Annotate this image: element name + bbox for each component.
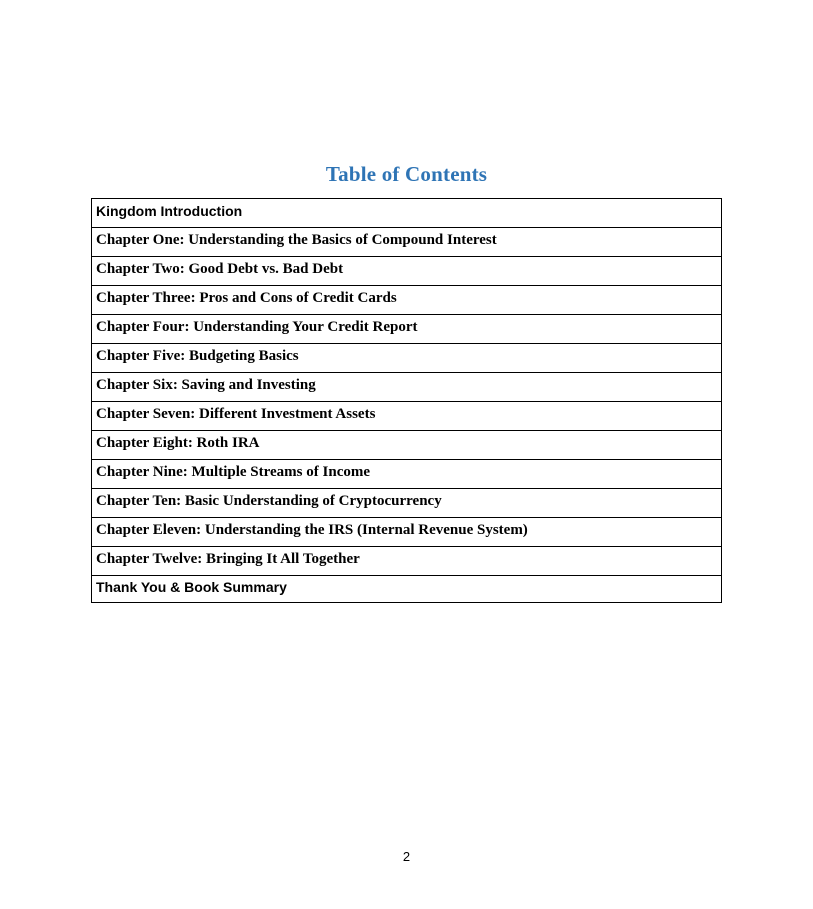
page-title: Table of Contents (325, 162, 488, 186)
toc-row (92, 489, 721, 518)
toc-row-label: Chapter Eight: Roth IRA (96, 435, 260, 451)
toc-row (92, 431, 721, 460)
toc-row-label: Kingdom Introduction (96, 203, 243, 219)
toc-row (92, 344, 721, 373)
toc-row (92, 576, 721, 602)
toc-row-label: Chapter Two: Good Debt vs. Bad Debt (96, 261, 344, 277)
toc-row (92, 257, 721, 286)
toc-row (92, 518, 721, 547)
toc-row-label: Chapter Five: Budgeting Basics (96, 348, 299, 364)
toc-row (92, 228, 721, 257)
toc-row (92, 460, 721, 489)
toc-row-label: Chapter Seven: Different Investment Assets (96, 406, 376, 422)
toc-row-label: Chapter Twelve: Bringing It All Together (96, 551, 360, 567)
toc-row (92, 402, 721, 431)
toc-row (92, 315, 721, 344)
toc-row-label: Chapter Four: Understanding Your Credit Report (96, 319, 418, 335)
toc-row-label: Chapter Ten: Basic Understanding of Cryptocurrency (96, 493, 442, 509)
toc-row (92, 199, 721, 228)
toc-row (92, 373, 721, 402)
toc-row (92, 547, 721, 576)
toc-row-label: Chapter Nine: Multiple Streams of Income (96, 464, 370, 480)
toc-row-label: Chapter One: Understanding the Basics of Compound Interest (96, 232, 497, 248)
toc-row-label: Thank You & Book Summary (96, 579, 287, 595)
toc-row-label: Chapter Three: Pros and Cons of Credit Cards (96, 290, 397, 306)
toc-row-label: Chapter Eleven: Understanding the IRS (Internal Revenue System) (96, 522, 528, 538)
toc-row-label: Chapter Six: Saving and Investing (96, 377, 316, 393)
toc-table (91, 198, 722, 603)
toc-row (92, 286, 721, 315)
page-number: 2 (402, 849, 411, 864)
